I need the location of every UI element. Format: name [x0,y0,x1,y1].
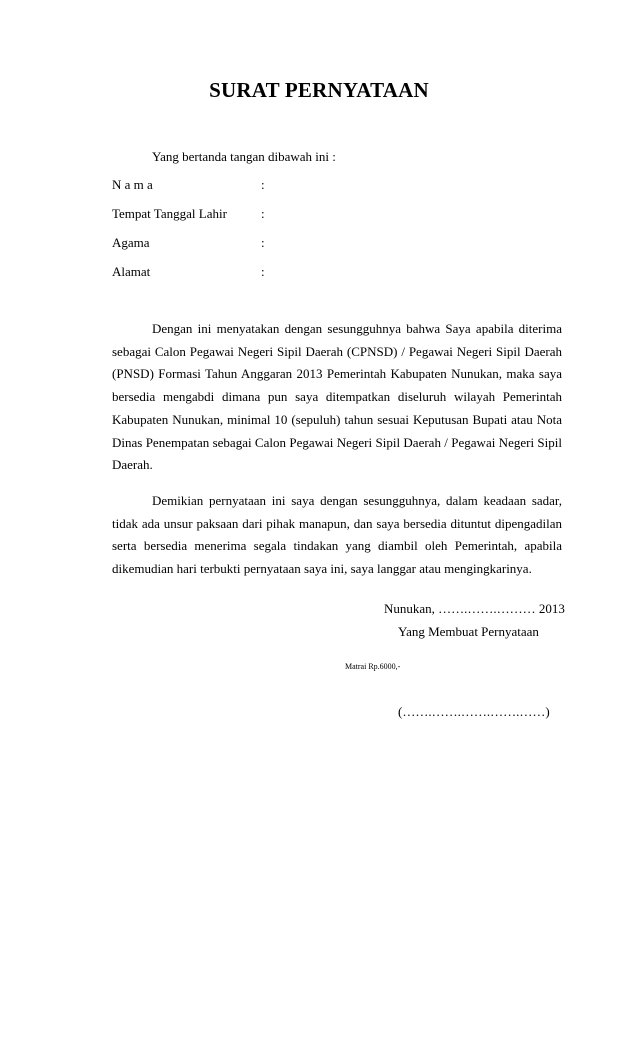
field-colon: : [261,206,265,221]
field-label: Agama [112,235,150,250]
document-title: SURAT PERNYATAAN [209,78,429,102]
place-date: Nunukan, …….…….……… 2013 [384,601,565,616]
field-colon: : [261,235,265,250]
field-label: Tempat Tanggal Lahir [112,206,227,221]
signer-label: Yang Membuat Pernyataan [398,624,539,639]
statement-paragraph: Dengan ini menyatakan dengan sesungguhnya bahwa Saya apabila diterima sebagai Calon Pegawai Negeri Sipil Daerah (CPNSD) / Pegawai Negeri Sipil Daerah (PNSD) Formasi Tahun Anggaran 2013 Pemerintah Kabupaten Nunukan, maka saya bersedia mengabdi dimana pun saya ditempatkan diseluruh wilayah Pemerintah Kabupaten Nunukan, minimal 10 (sepuluh) tahun sesuai Keputusan Bupati atau Nota Dinas Penempatan sebagai Calon Pegawai Negeri Sipil Daerah / Pegawai Negeri Sipil Daerah. [112,321,562,473]
field-nama [112,177,532,195]
field-alamat [112,264,532,282]
field-colon: : [261,177,265,192]
field-label: N a m a [112,177,153,192]
stamp-note: Matrai Rp.6000,- [345,662,401,671]
field-tempat-tanggal-lahir [112,206,532,224]
field-label: Alamat [112,264,151,279]
intro-text: Yang bertanda tangan dibawah ini : [152,149,336,164]
signature-name-placeholder: (…….…….…….…….……) [398,704,550,719]
field-colon: : [261,264,265,279]
closing-paragraph: Demikian pernyataan ini saya dengan sesungguhnya, dalam keadaan sadar, tidak ada unsur paksaan dari pihak manapun, dan saya bersedia dituntut dipengadilan serta bersedia menerima segala tindakan yang diambil oleh Pemerintah, apabila dikemudian hari terbukti pernyataan saya ini, saya langgar atau mengingkarinya. [112,493,562,577]
field-agama [112,235,532,253]
